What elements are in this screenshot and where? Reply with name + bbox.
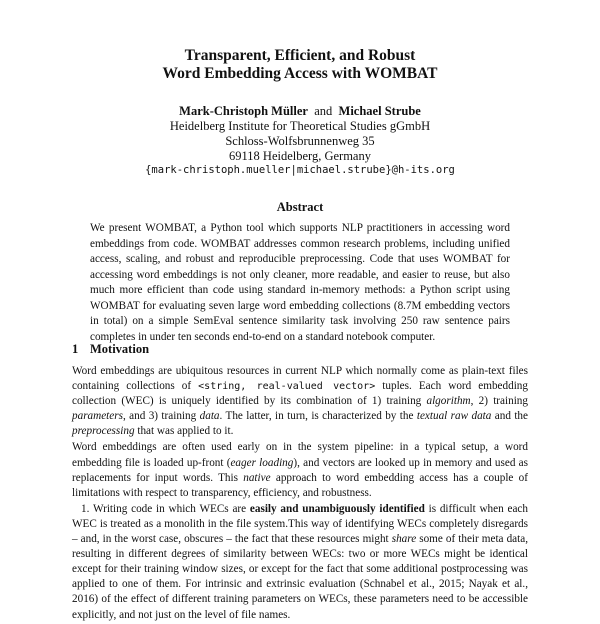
affiliation-city: 69118 Heidelberg, Germany	[229, 149, 371, 163]
p2-text: approach to word embedding access has a couple of limitations with respect to transparency, efficiency, and robustness.	[72, 471, 528, 499]
abstract-text: We present WOMBAT, a Python tool which supports NLP practitioners in accessing word embeddings from code. WOMBAT addresses common research problems, including unified access, scaling, and robust and reproducible preprocessing. Code that uses WOMBAT for accessing word embeddings is not only cleaner, more readable, and easier to reuse, but also much more efficient than code using standard in-memory methods: a Python script using WOMBAT for evaluating seven large word embedding collections (8.7M embedding vectors in total) on a simple SemEval sentence similarity task involving 250 raw sentence pairs completes in under ten seconds end-to-end on a standard notebook computer.	[90, 222, 510, 343]
p1-text: tuples. Each word embedding collection (WEC) is uniquely identified by its combination of 1) training	[72, 380, 528, 408]
p3-text: some of their meta data, resulting in different degrees of similarity between WECs: two or more WECs might be identical except for their training window sizes, or except for the fact that some additional postprocessing was applied to one of them. For intrinsic and extrinsic evaluation (Schnabel et al., 2015; Nayak et al., 2016) of the effect of different training parameters on WECs, these parameters need to be accessible explicitly, and not just on the level of file names.	[72, 533, 528, 621]
p1-text: that was applied to it.	[134, 425, 234, 438]
paragraph-3	[72, 502, 528, 623]
p2-text: ), and vectors are looked up in memory and used as replacements for input words. This	[72, 456, 528, 484]
section-heading	[72, 342, 149, 357]
author-email: {mark-christoph.mueller|michael.strube}@h-its.org	[145, 164, 455, 176]
p3-text: 1. Writing code in which WECs are	[81, 502, 250, 515]
p2-text: Word embeddings are often used early on in the system pipeline: in a typical setup, a word embedding file is loaded up-front (	[72, 441, 528, 469]
p1-emph: data	[199, 410, 220, 423]
author-conjunction: and	[314, 104, 333, 118]
author-line	[0, 103, 600, 119]
p1-text: , 2) training	[470, 395, 528, 408]
p1-text: , and 3) training	[122, 410, 200, 423]
p2-emph: eager loading	[230, 456, 294, 469]
abstract-heading: Abstract	[276, 200, 324, 214]
p1-emph: preprocessing	[72, 425, 135, 438]
affiliation-street: Schloss-Wolfsbrunnenweg 35	[225, 134, 375, 148]
p1-text: Word embeddings are ubiquitous resources in current NLP which normally come as plain-text files containing collections of	[72, 365, 528, 393]
p1-emph: algorithm	[426, 395, 471, 408]
section-number: 1	[72, 342, 79, 356]
p1-emph: parameters	[72, 410, 123, 423]
paper-title-line-2: Word Embedding Access with WOMBAT	[162, 65, 438, 82]
section-body	[72, 364, 528, 624]
p3-text: is difficult when each WEC is treated as a monolith in the file system.This way of identifying WECs completely disregards – and, in the worst case, obscures – the fact that these resources might	[72, 502, 528, 546]
author-2: Michael Strube	[338, 104, 421, 118]
section-title: Motivation	[90, 342, 150, 356]
p1-emph: textual raw data	[416, 410, 492, 423]
p1-text: and the	[491, 410, 528, 423]
p3-bold: easily and unambiguously identified	[249, 502, 425, 515]
p2-emph: native	[243, 471, 271, 484]
tuple-code: <string, real-valued vector>	[198, 381, 376, 393]
author-1: Mark-Christoph Müller	[179, 104, 308, 118]
paper-title-line-1: Transparent, Efficient, and Robust	[184, 47, 416, 64]
paragraph-2	[72, 440, 528, 500]
paragraph-1	[72, 364, 528, 439]
p1-text: . The latter, in turn, is characterized by the	[219, 410, 417, 423]
p3-emph: share	[391, 533, 417, 546]
affiliation-institute: Heidelberg Institute for Theoretical Studies gGmbH	[169, 119, 431, 133]
